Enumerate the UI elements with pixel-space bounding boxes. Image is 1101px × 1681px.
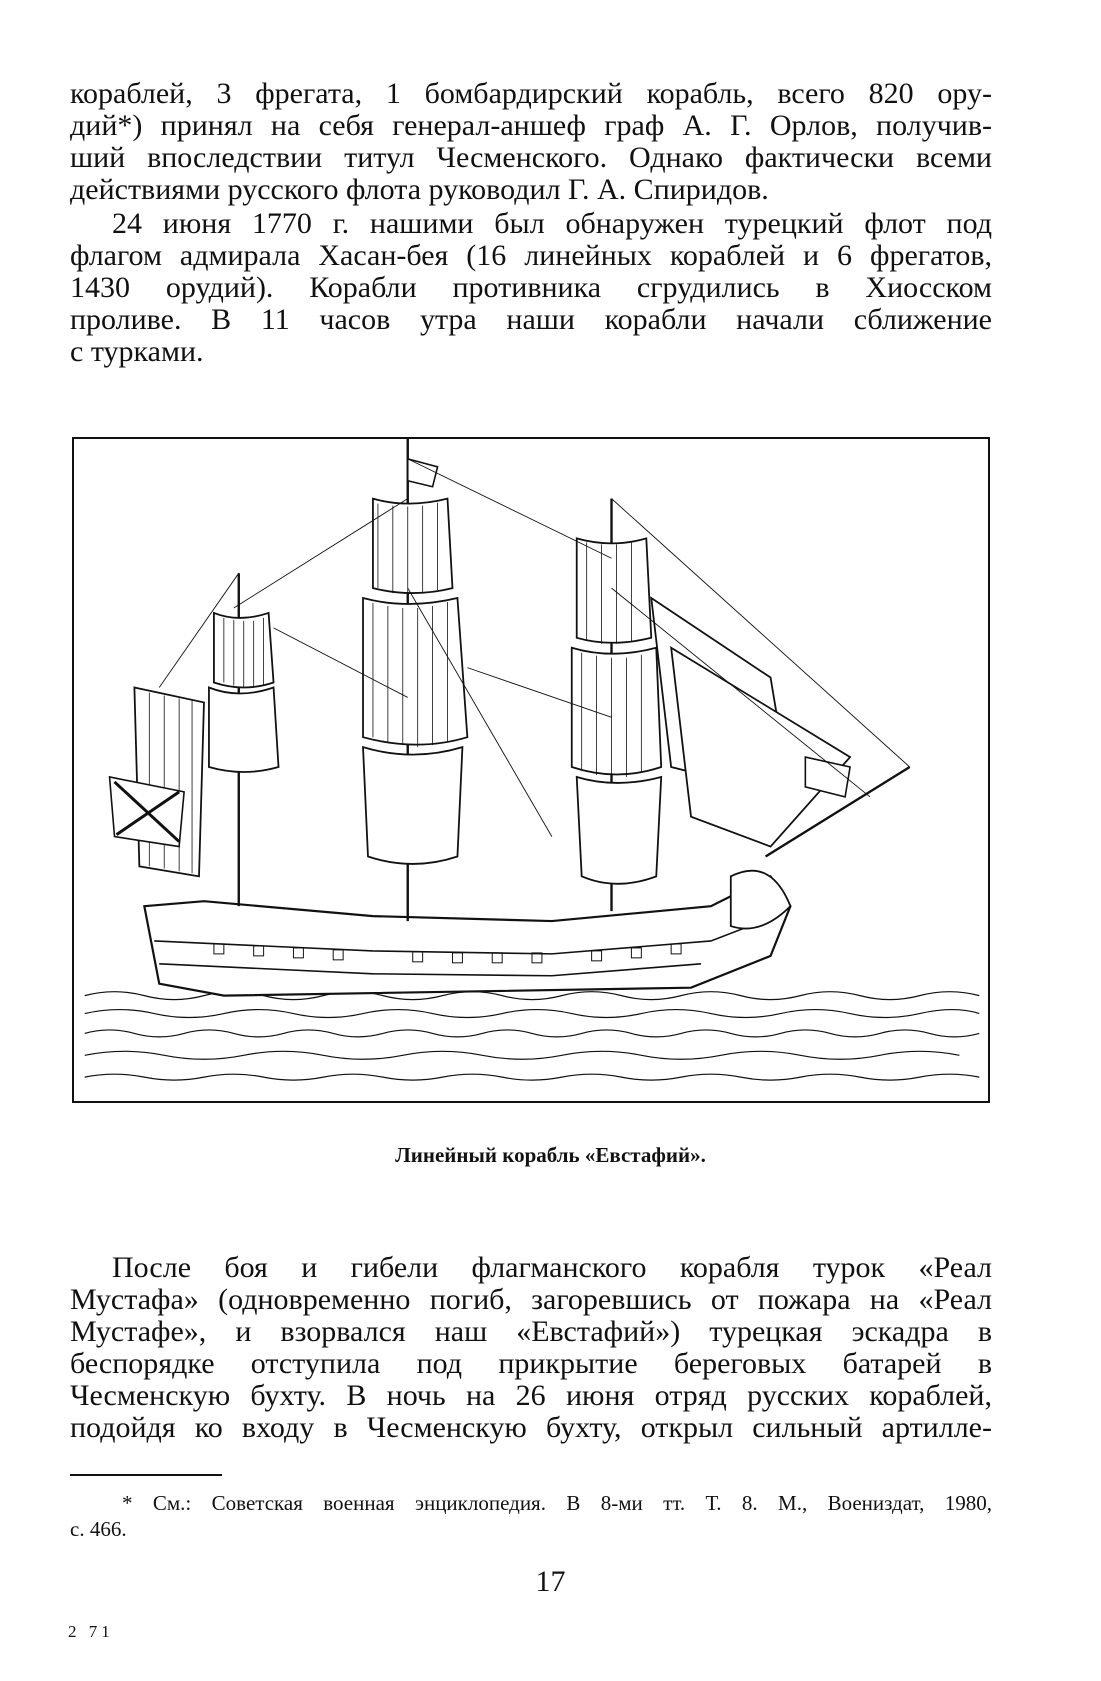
text-line: Чесменскую бухту. В ночь на 26 июня отряд русских кораблей,	[70, 1379, 992, 1412]
text-line: 1430 орудий). Корабли противника сгрудились в Хиосском	[70, 271, 992, 304]
ship-illustration	[72, 437, 990, 1103]
text-line: действиями русского флота руководил Г. А. Спиридов.	[70, 173, 769, 206]
paragraph-after-battle	[70, 1252, 992, 1444]
text-line: Мустафе», и взорвался наш «Евстафий») турецкая эскадра в	[70, 1315, 992, 1348]
footnote	[70, 1490, 992, 1542]
paragraph-battle-start	[70, 208, 992, 368]
text-line: беспорядке отступила под прикрытие береговых батарей в	[70, 1347, 992, 1380]
sails	[134, 499, 850, 929]
text-line: Мустафа» (одновременно погиб, загоревшись от пожара на «Реал	[70, 1283, 992, 1316]
paragraph-continuation	[70, 78, 992, 206]
text-line: подойдя ко входу в Чесменскую бухту, открыл сильный артилле-	[70, 1411, 992, 1444]
text-line: с турками.	[70, 335, 204, 368]
text-line: флагом адмирала Хасан-бея (16 линейных кораблей и 6 фрегатов,	[70, 239, 992, 272]
text-line: ший впоследствии титул Чесменского. Однако фактически всеми	[70, 141, 992, 174]
footnote-line: с. 466.	[70, 1517, 127, 1541]
page-number: 17	[535, 1565, 566, 1598]
ship-drawing	[74, 439, 988, 1101]
footnote-divider	[70, 1474, 222, 1476]
text-line: После боя и гибели флагманского корабля турок «Реал	[112, 1251, 992, 1284]
printer-signature-mark: 2 71	[68, 1622, 114, 1641]
text-line: дий*) принял на себя генерал-аншеф граф А. Г. Орлов, получив-	[70, 109, 992, 142]
ship-hull	[144, 876, 790, 995]
text-line: кораблей, 3 фрегата, 1 бомбардирский корабль, всего 820 ору-	[70, 77, 992, 110]
text-line: проливе. В 11 часов утра наши корабли начали сближение	[70, 303, 992, 336]
sea-waves	[85, 992, 980, 1080]
text-line: 24 июня 1770 г. нашими был обнаружен турецкий флот под	[112, 207, 992, 240]
figure-caption: Линейный корабль «Евстафий».	[395, 1143, 706, 1167]
footnote-line: * См.: Советская военная энциклопедия. В 8-ми тт. Т. 8. М., Воениздат, 1980,	[122, 1491, 992, 1515]
